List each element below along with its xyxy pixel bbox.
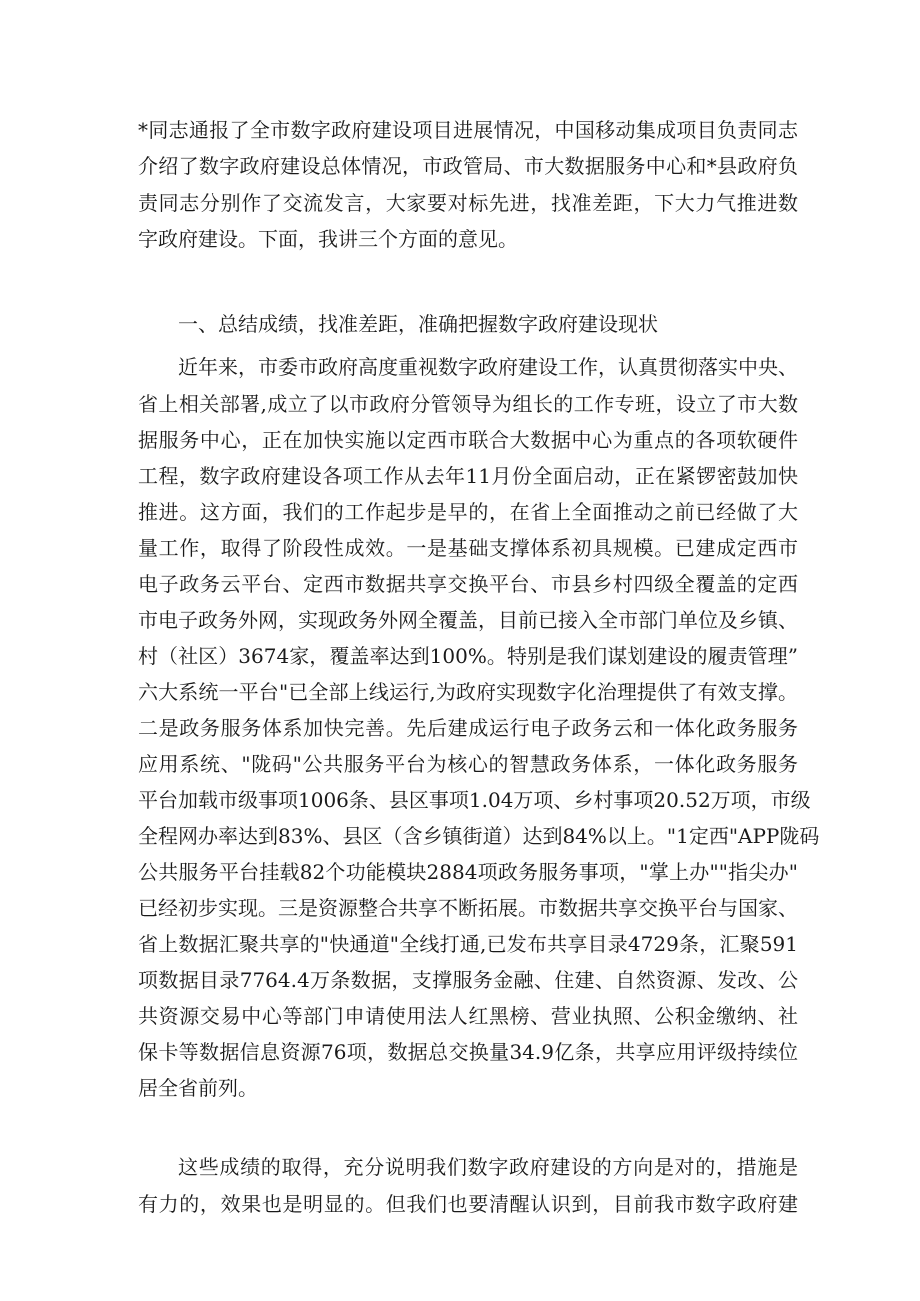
paragraph-intro-line: *同志通报了全市数字政府建设项目进展情况，中国移动集成项目负责同志 [138,118,798,142]
paragraph-progress-line: 据服务中心，正在加快实施以定西市联合大数据中心为重点的各项软硬件 [138,428,798,452]
paragraph-progress-line: 公共服务平台挂载82个功能模块2884项政务服务事项，"掌上办""指尖办" [138,860,798,884]
paragraph-intro-line: 字政府建设。下面，我讲三个方面的意见。 [138,227,518,251]
paragraph-reflection-line: 这些成绩的取得，充分说明我们数字政府建设的方向是对的，措施是 [178,1155,798,1179]
paragraph-progress-line: 项数据目录7764.4万条数据，支撑服务金融、住建、自然资源、发改、公 [138,968,798,992]
paragraph-progress-line: 居全省前列。 [138,1076,258,1100]
paragraph-progress-line: 共资源交易中心等部门申请使用法人红黑榜、营业执照、公积金缴纳、社 [138,1004,798,1028]
paragraph-progress-line: 量工作，取得了阶段性成效。一是基础支撑体系初具规模。已建成定西市 [138,536,798,560]
paragraph-progress-line: 电子政务云平台、定西市数据共享交换平台、市县乡村四级全覆盖的定西 [138,572,798,596]
paragraph-progress-line: 省上数据汇聚共享的"快通道"全线打通,已发布共享目录4729条，汇聚591 [138,932,798,956]
paragraph-progress-line: 工程，数字政府建设各项工作从去年11月份全面启动，正在紧锣密鼓加快 [138,464,798,488]
paragraph-progress-line: 二是政务服务体系加快完善。先后建成运行电子政务云和一体化政务服务 [138,716,798,740]
paragraph-progress-line: 已经初步实现。三是资源整合共享不断拓展。市数据共享交换平台与国家、 [138,896,798,920]
paragraph-progress-line: 平台加载市级事项1006条、县区事项1.04万项、乡村事项20.52万项，市级 [138,788,811,812]
paragraph-progress-line: 村（社区）3674家，覆盖率达到100%。特别是我们谋划建设的履责管理” [138,644,798,668]
paragraph-progress-line: 六大系统一平台"已全部上线运行,为政府实现数字化治理提供了有效支撑。 [138,680,798,704]
paragraph-progress-line: 全程网办率达到83%、县区（含乡镇街道）达到84%以上。"1定西"APP陇码 [138,824,820,848]
paragraph-progress-line: 保卡等数据信息资源76项，数据总交换量34.9亿条，共享应用评级持续位 [138,1040,798,1064]
paragraph-progress-line: 近年来，市委市政府高度重视数字政府建设工作，认真贯彻落实中央、 [178,355,798,379]
paragraph-progress-line: 市电子政务外网，实现政务外网全覆盖，目前已接入全市部门单位及乡镇、 [138,608,798,632]
paragraph-intro-line: 介绍了数字政府建设总体情况，市政管局、市大数据服务中心和*县政府负 [138,154,798,178]
paragraph-progress-line: 应用系统、"陇码"公共服务平台为核心的智慧政务体系，一体化政务服务 [138,752,798,776]
paragraph-reflection-line: 有力的，效果也是明显的。但我们也要清醒认识到，目前我市数字政府建 [138,1192,798,1216]
paragraph-progress-line: 省上相关部署,成立了以市政府分管领导为组长的工作专班，设立了市大数 [138,392,798,416]
paragraph-progress-line: 推进。这方面，我们的工作起步是早的，在省上全面推动之前已经做了大 [138,500,798,524]
section-heading: 一、总结成绩，找准差距，准确把握数字政府建设现状 [178,312,658,336]
paragraph-intro-line: 责同志分别作了交流发言，大家要对标先进，找准差距，下大力气推进数 [138,191,798,215]
